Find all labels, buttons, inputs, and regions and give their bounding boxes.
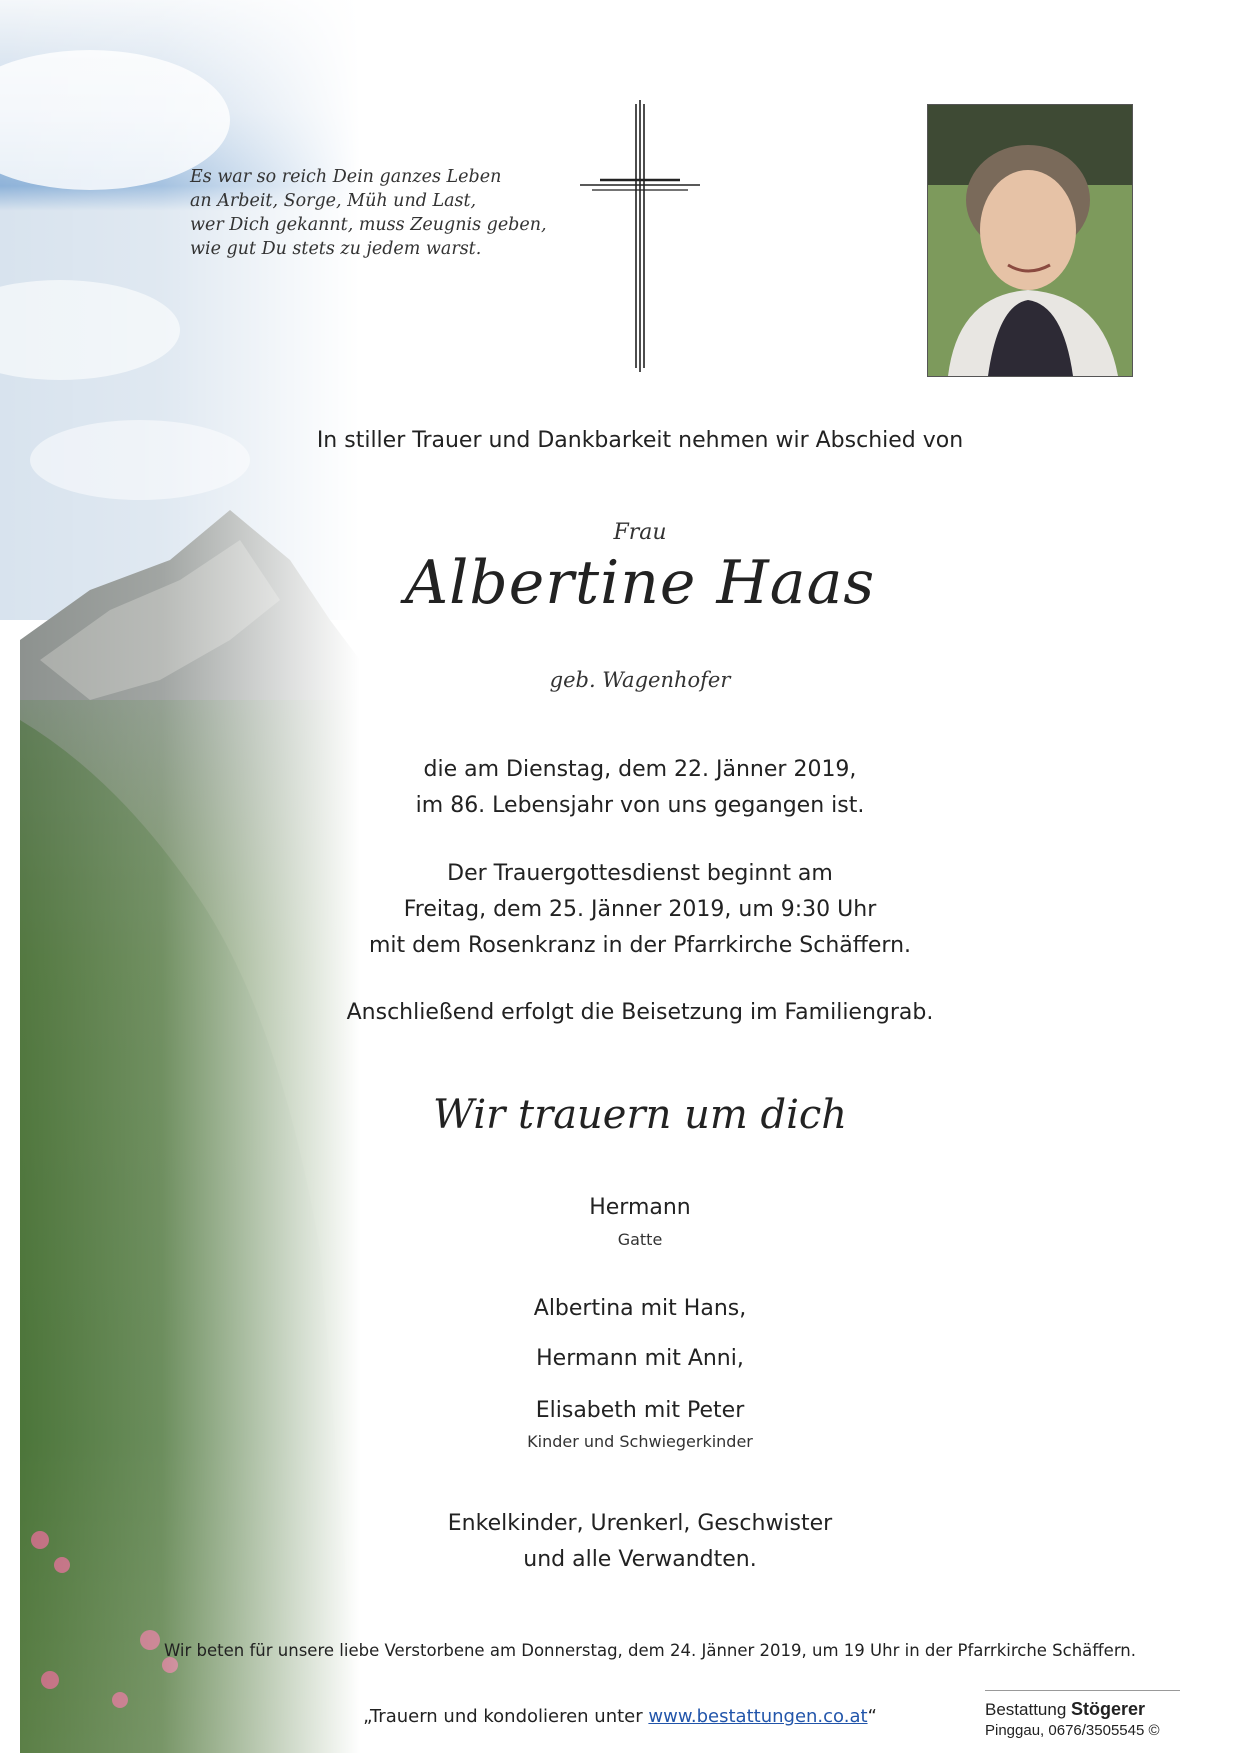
company-name: Stögerer: [1071, 1699, 1146, 1719]
deceased-name: Albertine Haas: [404, 548, 876, 618]
mourning-heading: Wir trauern um dich: [432, 1092, 848, 1138]
intro-text: In stiller Trauer und Dankbarkeit nehmen wir Abschied von: [316, 428, 964, 453]
salutation: Frau: [613, 520, 667, 545]
burial-notice: Anschließend erfolgt die Beisetzung im Familiengrab.: [346, 1000, 934, 1025]
verse-line: Es war so reich Dein ganzes Leben: [190, 167, 502, 187]
other-mourners-line: Enkelkinder, Urenkerl, Geschwister: [447, 1511, 833, 1536]
condolence-line: [340, 1706, 900, 1727]
spouse-relation: Gatte: [617, 1230, 663, 1249]
copyright-icon: ©: [1148, 1722, 1160, 1739]
birth-name: geb. Wagenhofer: [549, 668, 731, 692]
condolence-suffix: “: [867, 1706, 877, 1727]
death-line: im 86. Lebensjahr von uns gegangen ist.: [415, 793, 865, 818]
verse: [190, 165, 590, 261]
company-contact: [985, 1722, 1180, 1739]
portrait-photo: [927, 104, 1133, 377]
verse-line: wie gut Du stets zu jedem warst.: [190, 239, 482, 259]
service-line: mit dem Rosenkranz in der Pfarrkirche Schäffern.: [368, 933, 912, 958]
cross-icon: [570, 100, 710, 372]
company-label: Bestattung: [985, 1700, 1067, 1719]
service-line: Der Trauergottesdienst beginnt am: [447, 861, 833, 886]
service-notice: [300, 856, 980, 964]
children-relation: Kinder und Schwiegerkinder: [527, 1432, 753, 1451]
company-contact-text: Pinggau, 0676/3505545: [985, 1722, 1145, 1739]
prayer-notice: Wir beten für unsere liebe Verstorbene am Donnerstag, dem 24. Jänner 2019, um 19 Uhr in der Pfarrkirche Schäffern.: [163, 1641, 1137, 1660]
other-mourners-line: und alle Verwandten.: [523, 1547, 757, 1572]
spouse-name: Hermann: [589, 1195, 691, 1220]
death-notice: [300, 752, 980, 824]
company-divider: [985, 1690, 1180, 1691]
condolence-prefix: „Trauern und kondolieren unter: [363, 1706, 649, 1727]
verse-line: wer Dich gekannt, muss Zeugnis geben,: [190, 215, 547, 235]
company-title: [985, 1699, 1180, 1720]
other-mourners: [300, 1506, 980, 1578]
child-entry: Hermann mit Anni,: [536, 1346, 744, 1371]
service-line: Freitag, dem 25. Jänner 2019, um 9:30 Uhr: [403, 897, 877, 922]
condolence-link[interactable]: www.bestattungen.co.at: [648, 1706, 868, 1727]
verse-line: an Arbeit, Sorge, Müh und Last,: [190, 191, 477, 211]
child-entry: Elisabeth mit Peter: [535, 1398, 745, 1423]
death-line: die am Dienstag, dem 22. Jänner 2019,: [423, 757, 857, 782]
funeral-company: [985, 1690, 1180, 1739]
child-entry: Albertina mit Hans,: [533, 1296, 747, 1321]
